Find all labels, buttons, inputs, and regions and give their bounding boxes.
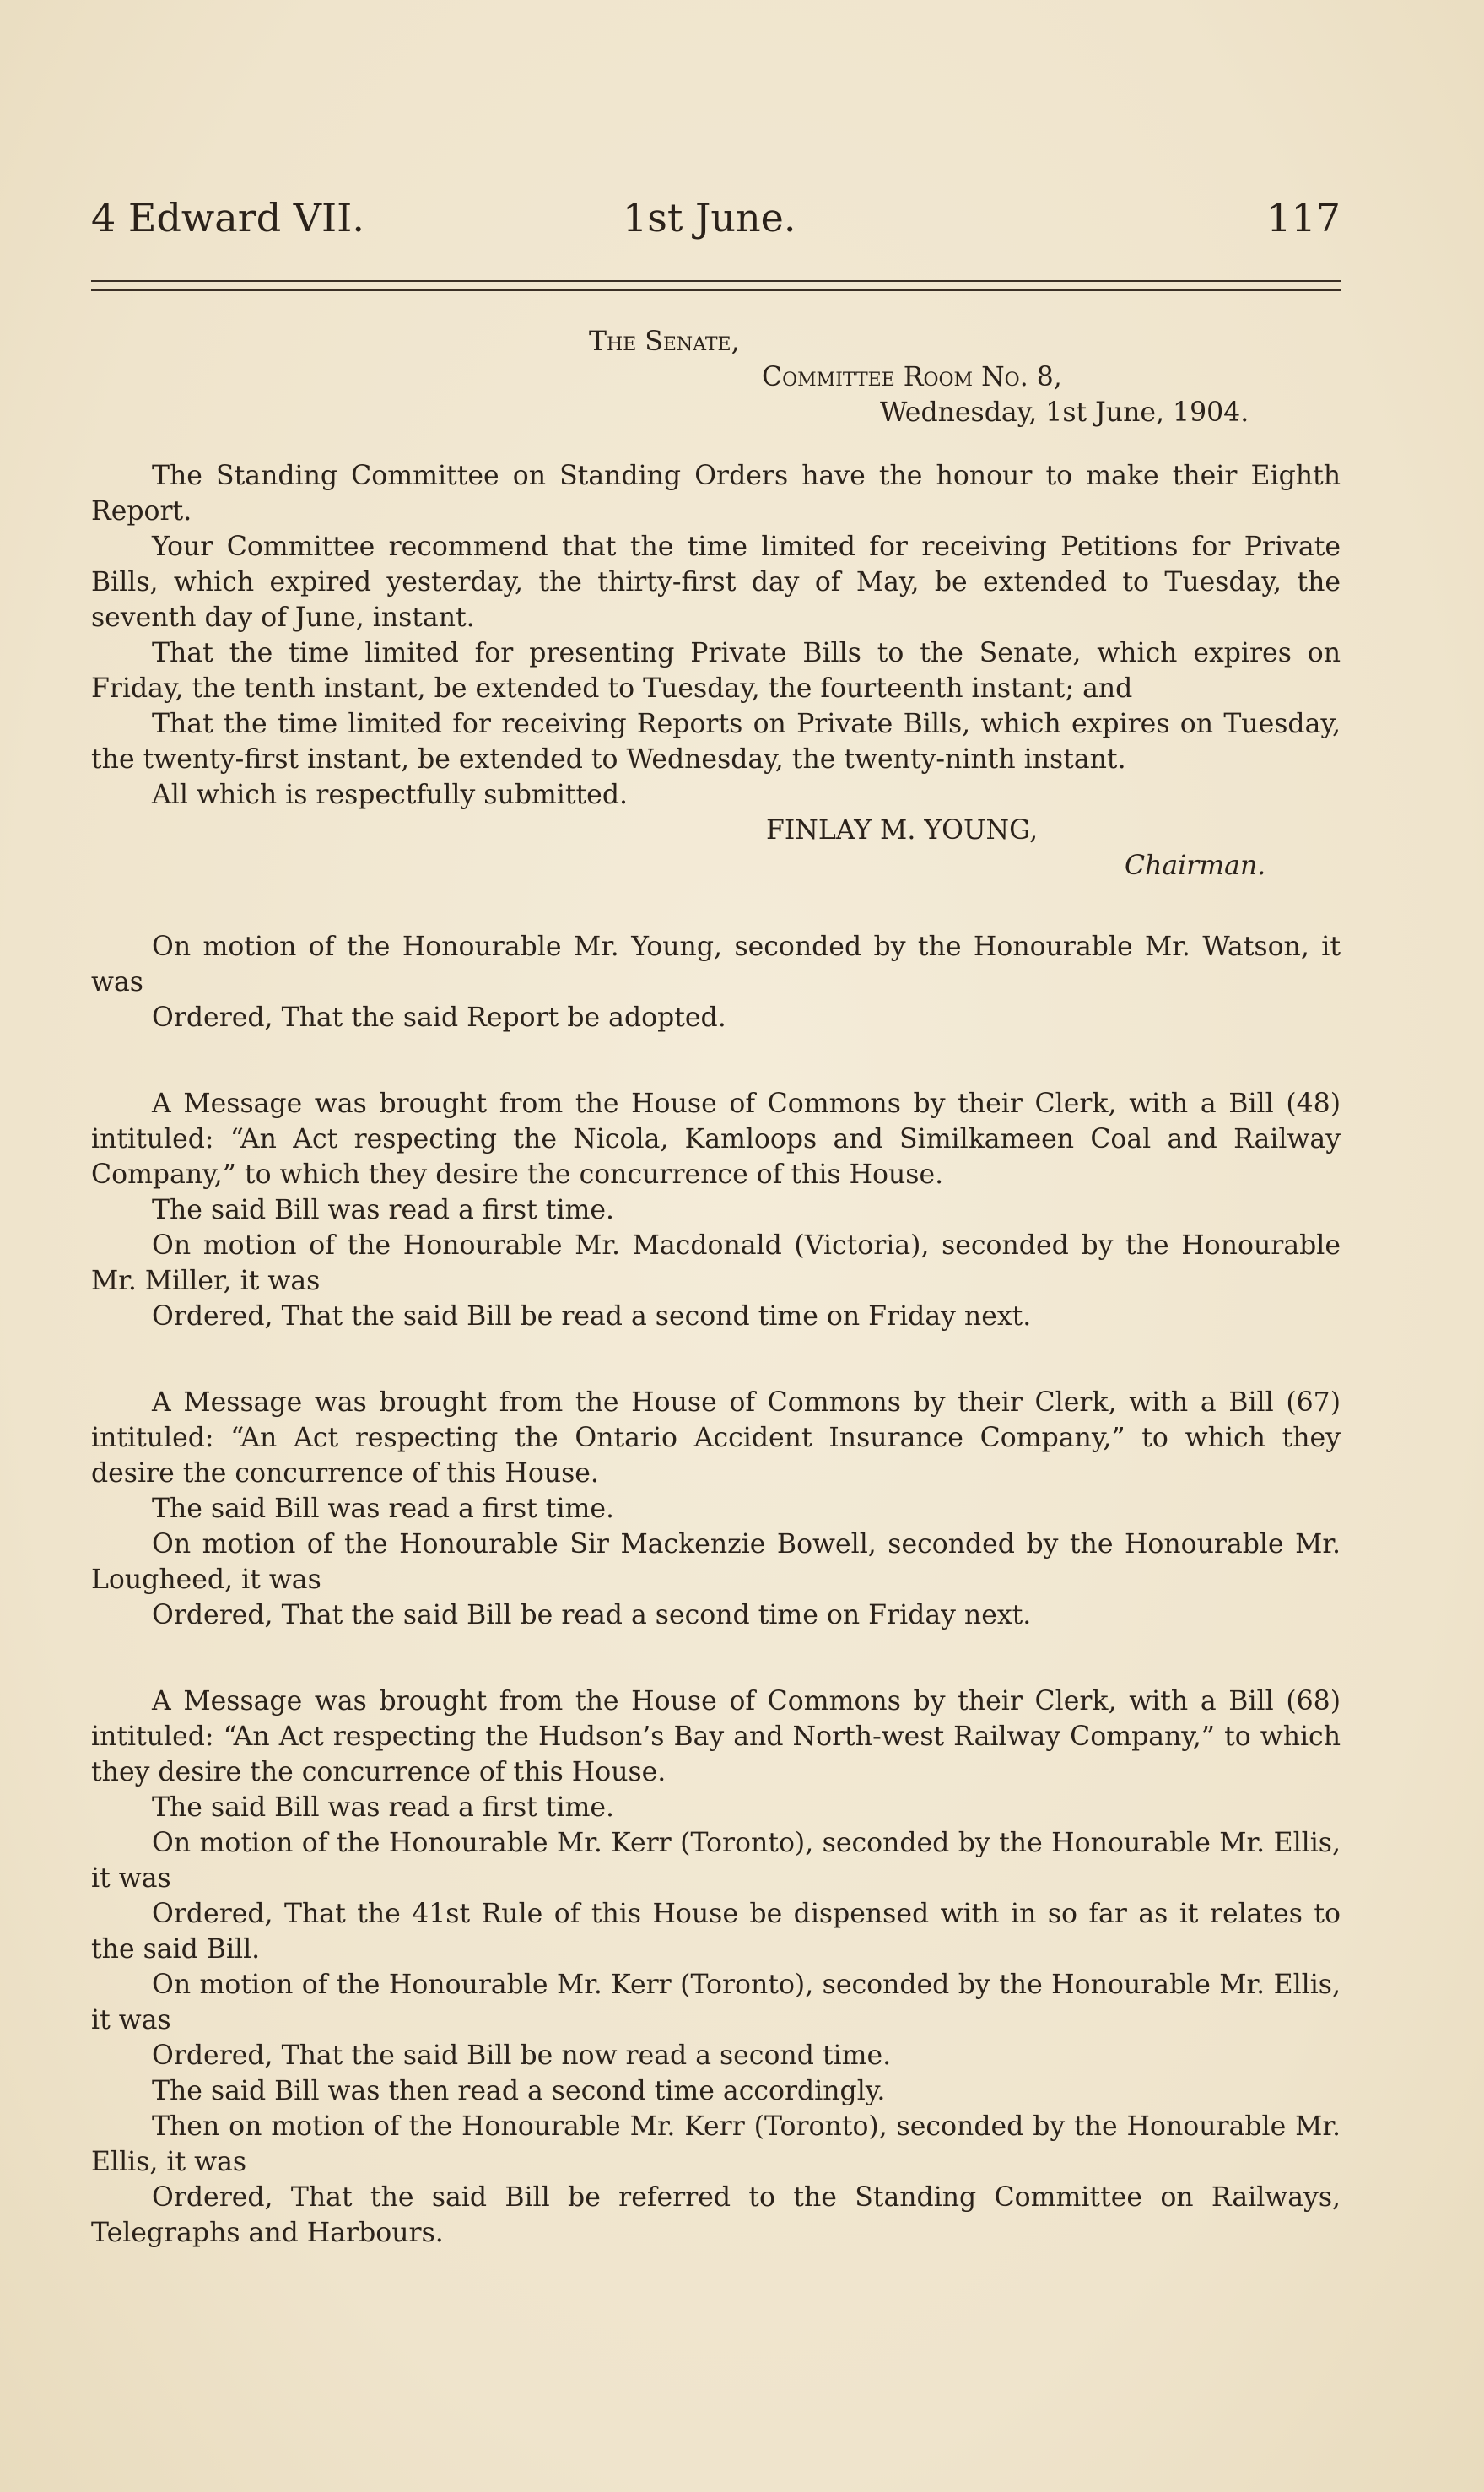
bill-68-paragraph: A Message was brought from the House of Commons by their Clerk, with a Bill (68) intituled: “An Act respecting the Hudson’s Bay and North-west Railway Company,” to which they desire the concurrence of this House. xyxy=(91,1686,1341,1787)
section-spacer xyxy=(91,1633,1341,1684)
page-date: 1st June. xyxy=(623,195,796,241)
report-signature: FINLAY M. YOUNG, xyxy=(766,815,1039,846)
bill-67-paragraph: On motion of the Honourable Sir Mackenzie Bowell, seconded by the Honourable Mr. Lougheed, it was xyxy=(91,1529,1341,1595)
header-double-rule xyxy=(91,280,1341,291)
report-signature-title: Chairman. xyxy=(1125,851,1266,881)
bill-67-paragraph: A Message was brought from the House of Commons by their Clerk, with a Bill (67) intituled: “An Act respecting the Ontario Accident Insurance Company,” to which they desire the concurrence of this House. xyxy=(91,1387,1341,1489)
bill-68-paragraph: On motion of the Honourable Mr. Kerr (Toronto), seconded by the Honourable Mr. Ellis, it was xyxy=(91,1970,1341,2035)
report-paragraph: All which is respectfully submitted. xyxy=(152,780,629,810)
bill-68-paragraph: Ordered, That the 41st Rule of this House be dispensed with in so far as it relates to the said Bill. xyxy=(91,1899,1341,1965)
bill-48-paragraph: The said Bill was read a first time. xyxy=(152,1195,615,1225)
report-address-room: Committee Room No. 8, xyxy=(762,362,1062,392)
section-spacer xyxy=(91,1334,1341,1385)
bill-68-paragraph: Ordered, That the said Bill be now read a second time. xyxy=(152,2041,892,2071)
page-number: 117 xyxy=(1266,195,1341,241)
bill-48-paragraph: A Message was brought from the House of Commons by their Clerk, with a Bill (48) intituled: “An Act respecting the Nicola, Kamloops and Similkameen Coal and Railway Company,” to which they desire the concurrence of this House. xyxy=(91,1089,1341,1190)
bill-68-paragraph: The said Bill was read a first time. xyxy=(152,1792,615,1823)
regnal-year: 4 Edward VII. xyxy=(91,195,364,241)
bill-48-paragraph: On motion of the Honourable Mr. Macdonald (Victoria), seconded by the Honourable Mr. Miller, it was xyxy=(91,1230,1341,1296)
bill-68-paragraph: The said Bill was then read a second time accordingly. xyxy=(152,2076,886,2106)
section-spacer xyxy=(91,1035,1341,1086)
motion-paragraph: Ordered, That the said Report be adopted. xyxy=(152,1003,726,1033)
section-spacer xyxy=(91,884,1341,929)
bill-67-paragraph: Ordered, That the said Bill be read a second time on Friday next. xyxy=(152,1600,1032,1630)
report-paragraph: Your Committee recommend that the time limited for receiving Petitions for Private Bills, which expired yesterday, the thirty-first day of May, be extended to Tuesday, the seventh day of June, instant. xyxy=(91,532,1341,633)
report-address-date: Wednesday, 1st June, 1904. xyxy=(880,397,1249,428)
report-paragraph: That the time limited for receiving Reports on Private Bills, which expires on Tuesday, the twenty-first instant, be extended to Wednesday, the twenty-ninth instant. xyxy=(91,709,1341,775)
bill-68-paragraph: On motion of the Honourable Mr. Kerr (Toronto), seconded by the Honourable Mr. Ellis, it was xyxy=(91,1828,1341,1894)
bill-48-paragraph: Ordered, That the said Bill be read a second time on Friday next. xyxy=(152,1301,1032,1332)
report-paragraph: The Standing Committee on Standing Orders have the honour to make their Eighth Report. xyxy=(91,461,1341,527)
page-body xyxy=(91,324,1341,2251)
bill-68-paragraph: Then on motion of the Honourable Mr. Kerr (Toronto), seconded by the Honourable Mr. Ellis, it was xyxy=(91,2111,1341,2177)
bill-67-paragraph: The said Bill was read a first time. xyxy=(152,1494,615,1524)
report-paragraph: That the time limited for presenting Private Bills to the Senate, which expires on Friday, the tenth instant, be extended to Tuesday, the fourteenth instant; and xyxy=(91,638,1341,704)
motion-paragraph: On motion of the Honourable Mr. Young, seconded by the Honourable Mr. Watson, it was xyxy=(91,932,1341,997)
report-address-senate: The Senate, xyxy=(589,327,740,357)
bill-68-paragraph: Ordered, That the said Bill be referred to the Standing Committee on Railways, Telegraphs and Harbours. xyxy=(91,2182,1341,2248)
running-head xyxy=(91,192,1341,243)
